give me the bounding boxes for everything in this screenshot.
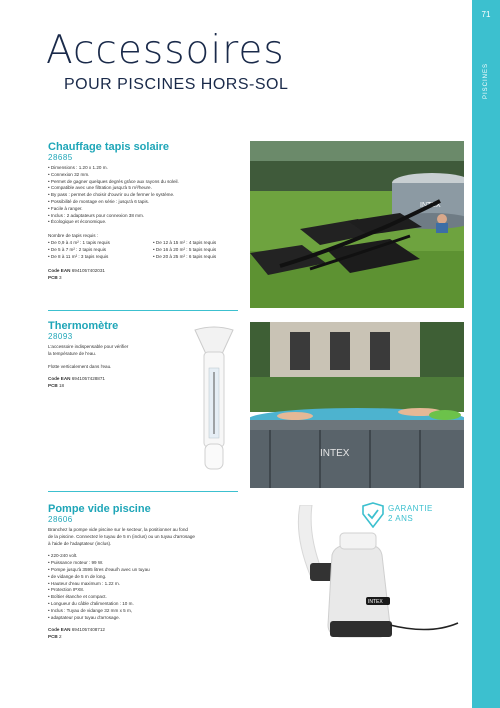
side-label: PISCINES bbox=[483, 63, 489, 100]
heating-mat-photo bbox=[250, 141, 464, 308]
heating-mat-ean: Code EAN 6941057402031 bbox=[48, 268, 105, 274]
pump-features bbox=[48, 553, 248, 621]
needed-item: • De 0,9 à 4 m² : 1 tapis requis bbox=[48, 240, 143, 247]
page-title: Accessoires bbox=[46, 28, 285, 73]
thermometer-desc: Flotte verticalement dans l'eau. bbox=[48, 363, 112, 369]
thermometer-title: Thermomètre bbox=[48, 320, 119, 332]
feature-item: • Inclus : Tuyau de vidange 32 mm x 5 m, bbox=[48, 608, 248, 615]
thermometer-desc: L'accessoire indispensable pour vérifier bbox=[48, 344, 129, 349]
feature-item: • Protection IPX8. bbox=[48, 587, 248, 594]
pump-desc: Branchez la pompe vide piscine sur le secteur, la positionner au fond bbox=[48, 527, 188, 532]
thermometer-pcb: PCB 18 bbox=[48, 383, 65, 389]
feature-item: • Permet de gagner quelques degrés grâce aux rayons du soleil. bbox=[48, 179, 248, 186]
warranty-line2: 2 ANS bbox=[388, 514, 414, 523]
needed-item: • De 20 à 25 m² : 6 tapis requis bbox=[153, 254, 248, 261]
thermometer-code: 28093 bbox=[48, 332, 73, 341]
pump-brand: INTEX bbox=[368, 599, 383, 605]
heating-mat-code: 28685 bbox=[48, 153, 73, 162]
feature-item: • Connexion 32 mm. bbox=[48, 172, 248, 179]
needed-item: • De 8 à 11 m² : 3 tapis requis bbox=[48, 254, 143, 261]
needed-item: • De 12 à 15 m² : 4 tapis requis bbox=[153, 240, 248, 247]
pool-brand: INTEX bbox=[320, 448, 350, 459]
warranty-line1: GARANTIE bbox=[388, 504, 433, 513]
feature-item: • By pass : permet de choisir d'ouvrir ou de fermer le système. bbox=[48, 192, 248, 199]
heating-mat-pcb: PCB 3 bbox=[48, 275, 62, 281]
feature-item: • Boîtier étanche et compact. bbox=[48, 594, 248, 601]
pump-pcb: PCB 2 bbox=[48, 634, 62, 640]
pump-desc: à l'aide de l'adaptateur (inclus). bbox=[48, 540, 112, 546]
thermometer-ean: Code EAN 6941057428871 bbox=[48, 376, 105, 382]
pump-section bbox=[48, 503, 248, 641]
pool-brand: INTEX bbox=[420, 202, 441, 209]
pump-image bbox=[280, 505, 460, 655]
side-bar bbox=[472, 0, 500, 708]
thermometer-desc: la température de l'eau. bbox=[48, 350, 97, 356]
needed-label: Nombre de tapis requis : bbox=[48, 233, 99, 239]
heating-mat-features bbox=[48, 165, 248, 226]
needed-table bbox=[48, 240, 248, 260]
feature-item: • Hauteur d'eau maximum : 1.22 m. bbox=[48, 581, 248, 588]
thermometer-image bbox=[192, 326, 236, 471]
feature-item: • 220-240 volt. bbox=[48, 553, 248, 560]
feature-item: • Possibilité de montage en série : jusqu'à 6 tapis. bbox=[48, 199, 248, 206]
needed-item: • De 5 à 7 m² : 2 tapis requis bbox=[48, 247, 143, 254]
pump-ean: Code EAN 6941057408712 bbox=[48, 627, 105, 633]
thermometer-photo bbox=[250, 322, 464, 488]
feature-item: • de vidange de 5 m de long. bbox=[48, 574, 248, 581]
feature-item: • Longueur du câble d'alimentation : 10 m. bbox=[48, 601, 248, 608]
divider bbox=[48, 491, 238, 492]
feature-item: • Puissance moteur : 99 W. bbox=[48, 560, 248, 567]
feature-item: • adaptateur pour tuyau d'arrosage. bbox=[48, 615, 248, 622]
pump-code: 28606 bbox=[48, 515, 73, 524]
feature-item: • Pompe jusqu'à 3595 litres d'eau/h avec un tuyau bbox=[48, 567, 248, 574]
feature-item: • Inclus : 2 adaptateurs pour connexion 38 mm. bbox=[48, 213, 248, 220]
thermometer-section bbox=[48, 320, 188, 390]
feature-item: • Compatible avec une filtration jusqu'à 5 m³/heure. bbox=[48, 185, 248, 192]
heating-mat-title: Chauffage tapis solaire bbox=[48, 141, 170, 153]
page-subtitle: POUR PISCINES HORS-SOL bbox=[64, 76, 289, 93]
heating-mat-section bbox=[48, 141, 248, 282]
pump-title: Pompe vide piscine bbox=[48, 503, 151, 515]
feature-item: • Dimensions : 1.20 x 1.20 m. bbox=[48, 165, 248, 172]
needed-item: • De 16 à 20 m² : 5 tapis requis bbox=[153, 247, 248, 254]
pump-desc: de la piscine. Connectez le tuyau de 5 m (inclus) ou un tuyau d'arrosage bbox=[48, 533, 195, 539]
divider bbox=[48, 310, 238, 311]
feature-item: • Écologique et économique. bbox=[48, 219, 248, 226]
page-number: 71 bbox=[481, 10, 491, 19]
feature-item: • Facile à ranger. bbox=[48, 206, 248, 213]
